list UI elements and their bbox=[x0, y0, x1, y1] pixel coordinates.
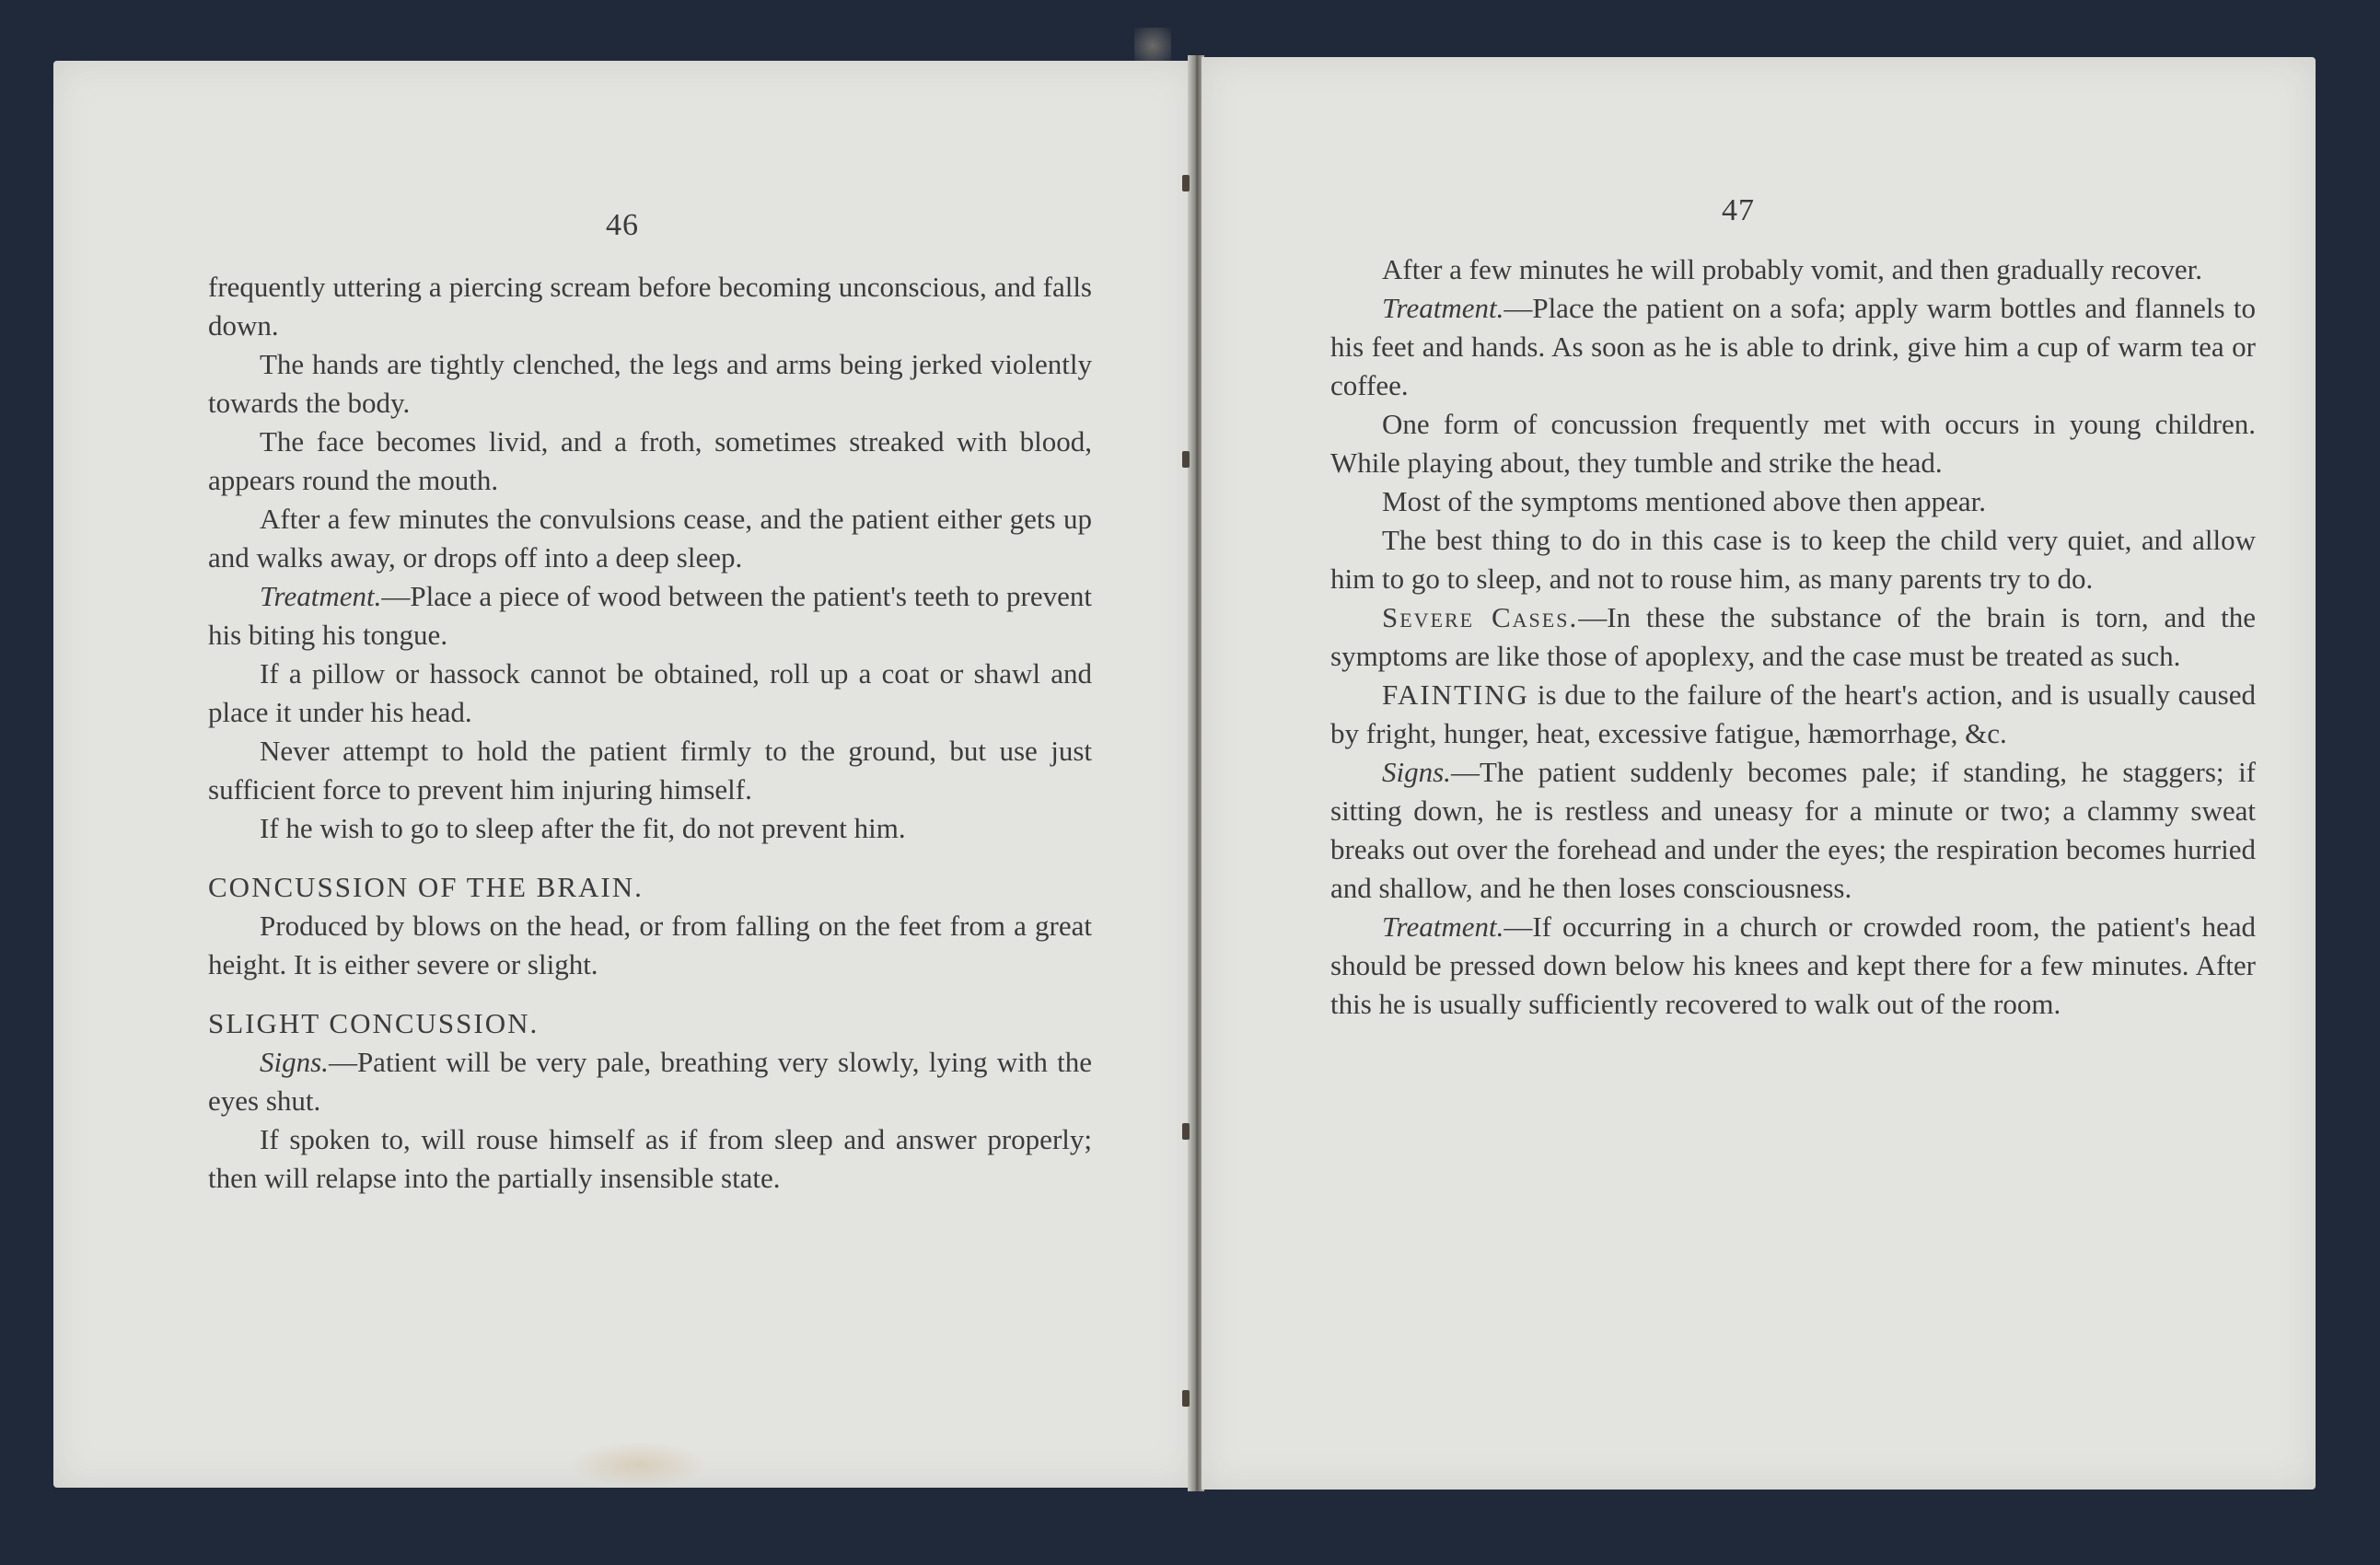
paragraph-treatment-fainting bbox=[1330, 908, 2256, 1024]
spine-top-shadow bbox=[1134, 28, 1171, 64]
paragraph-concussion: Produced by blows on the head, or from falling on the feet from a great height. It is either severe or slight. bbox=[208, 910, 1092, 980]
binding-thread-mark bbox=[1182, 1123, 1190, 1140]
severe-cases-text: —In these the substance of the brain is torn, and the symptoms are like those of apoplexy, and the case must be treated as such. bbox=[1330, 601, 2257, 672]
paragraph-vomit: After a few minutes he will probably vomit, and then gradually recover. bbox=[1382, 253, 2202, 285]
paragraph-fainting bbox=[1330, 676, 2256, 753]
paragraph-best-thing: The best thing to do in this case is to keep the child very quiet, and allow him to go to sleep, and not to rouse him, as many parents try to do. bbox=[1330, 524, 2256, 595]
signs-label: Signs. bbox=[260, 1046, 329, 1078]
severe-cases-label: Severe Cases. bbox=[1382, 601, 1579, 633]
paragraph-never-attempt: Never attempt to hold the patient firmly to the ground, but use just sufficient force to prevent him injuring himself. bbox=[208, 735, 1092, 806]
treatment-label: Treatment. bbox=[260, 580, 382, 612]
paragraph-face: The face becomes livid, and a froth, sometimes streaked with blood, appears round the mouth. bbox=[208, 425, 1092, 496]
paragraph-signs-fainting bbox=[1330, 753, 2256, 908]
treatment-fainting-text: —If occurring in a church or crowded room, the patient's head should be pressed down below his knees and kept there for a few minutes. After this he is usually sufficiently recovered to walk out of the room. bbox=[1330, 910, 2256, 1020]
binding-thread-mark bbox=[1182, 451, 1190, 468]
fainting-text: is due to the failure of the heart's action, and is usually caused by fright, hunger, heat, excessive fatigue, hæmorrhage, &c. bbox=[1330, 678, 2256, 749]
right-page-text bbox=[1330, 250, 2256, 1024]
page-number-left: 46 bbox=[606, 208, 639, 242]
left-page-text bbox=[208, 268, 1092, 1198]
paragraph-spoken: If spoken to, will rouse himself as if from sleep and answer properly; then will relapse into the partially insensible state. bbox=[208, 1123, 1092, 1194]
paragraph-treatment-fit bbox=[208, 577, 1092, 655]
signs-slight-text: —Patient will be very pale, breathing very slowly, lying with the eyes shut. bbox=[208, 1046, 1092, 1117]
page-number-right: 47 bbox=[1722, 193, 1755, 227]
paragraph-signs-slight bbox=[208, 1043, 1092, 1120]
treatment-fit-text: —Place a piece of wood between the patient's teeth to prevent his biting his tongue. bbox=[208, 580, 1092, 651]
paragraph-children: One form of concussion frequently met with occurs in young children. While playing about, they tumble and strike the head. bbox=[1330, 408, 2256, 479]
treatment-label: Treatment. bbox=[1382, 292, 1504, 324]
paragraph-convulsions: After a few minutes the convulsions cease, and the patient either gets up and walks away, or drops off into a deep sleep. bbox=[208, 503, 1092, 574]
signs-label: Signs. bbox=[1382, 756, 1451, 788]
treatment-label: Treatment. bbox=[1382, 910, 1504, 943]
signs-fainting-text: —The patient suddenly becomes pale; if standing, he staggers; if sitting down, he is restless and uneasy for a minute or two; a clammy sweat breaks out over the forehead and under the eyes; the respiration becomes hurried and shallow, and he then loses consciousness. bbox=[1330, 756, 2256, 904]
paragraph-severe-cases bbox=[1330, 598, 2256, 676]
paragraph-symptoms: Most of the symptoms mentioned above then appear. bbox=[1382, 485, 1987, 517]
right-page bbox=[1202, 57, 2316, 1490]
page-stain bbox=[569, 1442, 707, 1488]
paragraph-treatment-concussion bbox=[1330, 289, 2256, 405]
paragraph-hands: The hands are tightly clenched, the legs and arms being jerked violently towards the body. bbox=[208, 348, 1092, 419]
left-page bbox=[53, 61, 1195, 1488]
paragraph-sleep: If he wish to go to sleep after the fit, do not prevent him. bbox=[260, 812, 906, 844]
fainting-label: FAINTING bbox=[1382, 678, 1530, 711]
binding-thread-mark bbox=[1182, 1390, 1190, 1407]
heading-slight-concussion: SLIGHT CONCUSSION. bbox=[208, 1007, 540, 1039]
treatment-concussion-text: —Place the patient on a sofa; apply warm bottles and flannels to his feet and hands. As soon as he is able to drink, give him a cup of warm tea or coffee. bbox=[1330, 292, 2256, 401]
heading-concussion: CONCUSSION OF THE BRAIN. bbox=[208, 871, 644, 903]
paragraph-pillow: If a pillow or hassock cannot be obtained, roll up a coat or shawl and place it under his head. bbox=[208, 657, 1092, 728]
paragraph-continued: frequently uttering a piercing scream before becoming unconscious, and falls down. bbox=[208, 271, 1092, 342]
binding-thread-mark bbox=[1182, 175, 1190, 191]
